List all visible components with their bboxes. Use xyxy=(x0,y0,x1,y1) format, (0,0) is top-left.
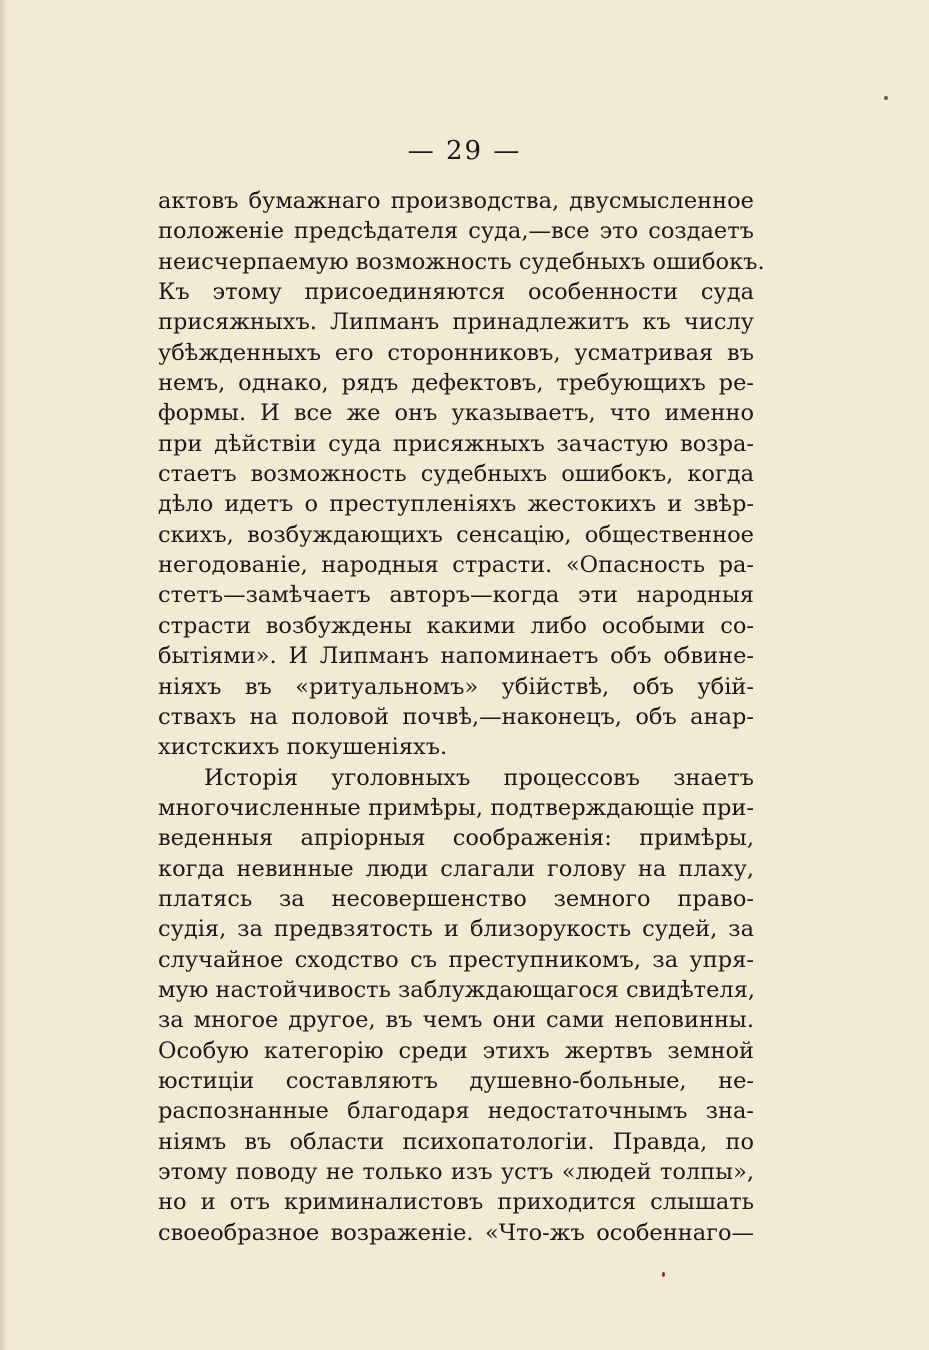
text-line: судія, за предвзятость и близорукость судей, за xyxy=(158,916,754,943)
text-line: своеобразное возраженіе. «Что-жъ особеннаго— xyxy=(158,1219,754,1246)
text-line: юстиціи составляютъ душевно-больные, не- xyxy=(158,1067,754,1094)
text-line: негодованіе, народныя страсти. «Опасность ра- xyxy=(158,552,754,579)
text-line: платясь за несовершенство земного право- xyxy=(158,885,754,912)
text-line: многочисленные примѣры, подтверждающіе при- xyxy=(158,794,754,821)
text-line: убѣжденныхъ его сторонниковъ, усматривая въ xyxy=(158,339,754,366)
text-line: ніямъ въ области психопатологіи. Правда, по xyxy=(158,1128,754,1155)
text-line: Къ этому присоединяются особенности суда xyxy=(158,279,754,306)
text-line: немъ, однако, рядъ дефектовъ, требующихъ ре- xyxy=(158,370,754,397)
text-line: при дѣйствіи суда присяжныхъ зачастую возра- xyxy=(158,430,754,457)
text-line: распознанные благодаря недостаточнымъ зна- xyxy=(158,1098,754,1125)
text-line: стаетъ возможность судебныхъ ошибокъ, когда xyxy=(158,461,754,488)
text-line: за многое другое, въ чемъ они сами неповинны. xyxy=(158,1007,754,1034)
text-line: но и отъ криминалистовъ приходится слышать xyxy=(158,1189,754,1216)
text-line: скихъ, возбуждающихъ сенсацію, общественное xyxy=(158,521,754,548)
text-line: положеніе предсѣдателя суда,—все это создаетъ xyxy=(158,218,754,245)
text-line: Особую категорію среди этихъ жертвъ земной xyxy=(158,1037,754,1064)
paragraph-2 xyxy=(158,763,754,1249)
text-line: ствахъ на половой почвѣ,—наконецъ, объ анар- xyxy=(158,703,754,730)
text-line: хистскихъ покушеніяхъ. xyxy=(158,734,448,761)
text-line: присяжныхъ. Липманъ принадлежитъ къ числу xyxy=(158,309,754,336)
text-line: этому поводу не только изъ устъ «людей толпы», xyxy=(158,1159,754,1185)
text-line: ніяхъ въ «ритуальномъ» убійствѣ, объ убій- xyxy=(158,673,754,700)
text-line: Исторія уголовныхъ процессовъ знаетъ xyxy=(204,764,754,791)
page-text xyxy=(158,186,765,1248)
paper-speck xyxy=(662,1272,665,1277)
text-line: дѣло идетъ о преступленіяхъ жестокихъ и звѣр- xyxy=(158,491,754,518)
paragraph-1 xyxy=(158,186,765,763)
text-line: стетъ—замѣчаетъ авторъ—когда эти народныя xyxy=(158,582,754,609)
text-line: мую настойчивость заблуждающагося свидѣтеля, xyxy=(158,976,756,1003)
page-edge-shadow xyxy=(0,0,8,1350)
text-line: веденныя апріорныя соображенія: примѣры, xyxy=(158,825,754,852)
paper-speck xyxy=(884,96,888,100)
text-line: формы. И все же онъ указываетъ, что именно xyxy=(158,400,754,427)
text-line: страсти возбуждены какими либо особыми со- xyxy=(158,612,754,639)
text-line: случайное сходство съ преступникомъ, за упря- xyxy=(158,946,754,973)
text-line: бытіями». И Липманъ напоминаетъ объ обвине- xyxy=(158,643,754,670)
text-line: когда невинные люди слагали голову на плаху, xyxy=(158,855,754,882)
text-line: актовъ бумажнаго производства, двусмысленное xyxy=(158,188,754,214)
text-line: неисчерпаемую возможность судебныхъ ошибокъ. xyxy=(158,248,765,275)
page-number: — 29 — xyxy=(407,136,522,166)
